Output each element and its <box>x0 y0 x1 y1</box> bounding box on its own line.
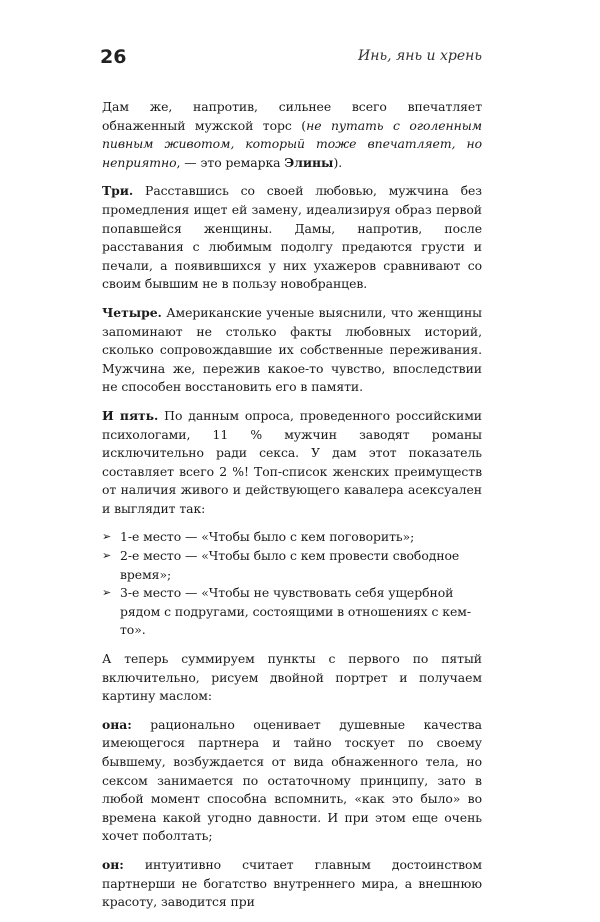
list-item <box>102 584 482 640</box>
paragraph-summary <box>102 650 482 706</box>
point-label: Четыре. <box>102 304 162 320</box>
point-label: Три. <box>102 183 134 199</box>
arrow-bullet-icon: ➢ <box>102 530 112 544</box>
page-number: 26 <box>100 46 127 68</box>
page-header <box>100 46 482 80</box>
list-item <box>102 547 482 584</box>
paragraph-text: Дам же, напротив, сильнее всего впечатляет обнаженный мужской торс ( <box>102 99 482 133</box>
running-title: Инь, янь и хрень <box>358 48 482 64</box>
paragraph-text: По данным опроса, проведенного российскими психологами, 11 % мужчин заводят романы исключительно ради секса. У дам этот показатель составляет всего 2 %! Топ-список женских преимуществ от наличия живого и действующего кавалера асексуален и выглядит так: <box>102 407 482 516</box>
paragraph-text: рационально оценивает душевные качества имеющегося партнера и тайно тоскует по своему бывшему, возбуждается от вида обнаженного тела, но сексом занимается по остаточному принципу, зато в любой момент способна вспомнить, «как это было» во времена какой угодно давности. И при этом еще очень хочет поболтать; <box>102 716 482 844</box>
paragraph-end: ). <box>333 154 343 170</box>
arrow-bullet-icon: ➢ <box>102 586 112 600</box>
paragraph-four <box>102 304 482 397</box>
list-item-text: 1-е место — «Чтобы было с кем поговорить»; <box>120 529 415 545</box>
page-body <box>102 98 482 922</box>
list-item <box>102 528 482 547</box>
paragraph-five <box>102 407 482 519</box>
remark-connector: , — это ремарка <box>176 154 285 170</box>
italic-remark: не путать с оголенным пивным животом, который тоже впечатляет, но неприятно <box>102 117 482 170</box>
list-item-text: 3-е место — «Чтобы не чувствовать себя ущербной рядом с подругами, состоящими в отношениях с кем-то». <box>120 585 471 638</box>
remark-author: Элины <box>284 154 334 170</box>
arrow-bullet-icon: ➢ <box>102 549 112 563</box>
list-item-text: 2-е место — «Чтобы было с кем провести свободное время»; <box>120 548 460 582</box>
paragraph-text: Американские ученые выяснили, что женщины запоминают не столько факты любовных историй, сколько сопровождавшие их собственные переживания. Мужчина же, пережив какое-то чувство, впоследствии не способен восстановить его в памяти. <box>102 304 482 395</box>
paragraph-he <box>102 856 482 912</box>
point-label: И пять. <box>102 407 159 423</box>
portrait-label: она: <box>102 716 132 732</box>
paragraph-three <box>102 182 482 294</box>
portrait-label: он: <box>102 856 124 872</box>
paragraph-intro <box>102 98 482 172</box>
paragraph-text: Расставшись со своей любовью, мужчина без промедления ищет ей замену, идеализируя образ первой попавшейся женщины. Дамы, напротив, после расставания с любимым подолгу предаются грусти и печали, а появившихся у них ухажеров сравнивают со своим бывшим не в пользу новобранцев. <box>102 183 482 292</box>
paragraph-text: А теперь суммируем пункты с первого по пятый включительно, рисуем двойной портрет и получаем картину маслом: <box>102 651 482 704</box>
ranking-list <box>102 528 482 640</box>
paragraph-text: интуитивно считает главным достоинством партнерши не богатство внутреннего мира, а внешнюю красоту, заводится при <box>102 856 482 910</box>
paragraph-she <box>102 716 482 846</box>
